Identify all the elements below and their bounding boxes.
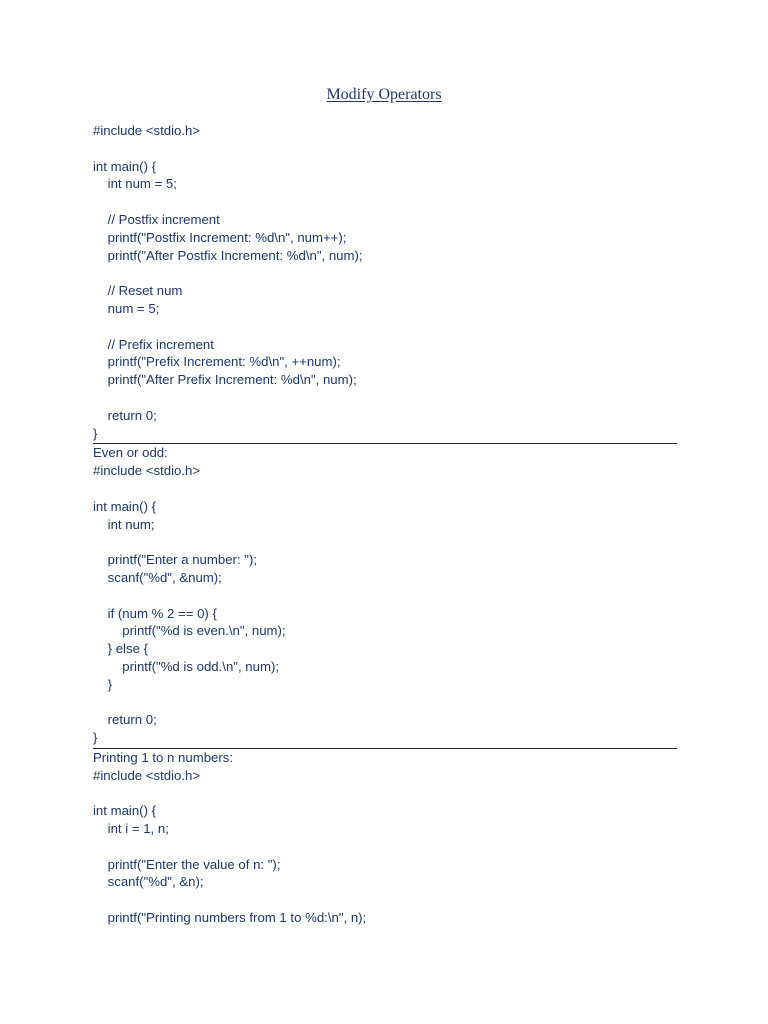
code-section-2	[93, 444, 677, 747]
text-line	[93, 784, 677, 802]
text-line	[93, 264, 677, 282]
page-title: Modify Operators	[326, 86, 442, 103]
text-line	[93, 318, 677, 336]
text-line: printf("Enter the value of n: ");	[93, 856, 281, 872]
text-line: num = 5;	[93, 300, 160, 316]
text-line	[93, 587, 677, 605]
text-line: printf("After Postfix Increment: %d\n", num);	[93, 247, 363, 263]
text-line: printf("%d is odd.\n", num);	[93, 658, 279, 674]
text-line: scanf("%d", &n);	[93, 874, 204, 890]
text-line	[93, 389, 677, 407]
text-line: return 0;	[93, 712, 157, 728]
code-section-3	[93, 749, 677, 927]
text-line: Printing 1 to n numbers:	[93, 749, 234, 765]
text-line: printf("%d is even.\n", num);	[93, 623, 286, 639]
text-line: }	[93, 425, 98, 441]
text-line: // Postfix increment	[93, 211, 220, 227]
text-line: scanf("%d", &num);	[93, 569, 222, 585]
text-line: int main() {	[93, 498, 157, 514]
text-line: Even or odd:	[93, 445, 168, 461]
text-line: // Prefix increment	[93, 336, 214, 352]
code-section-1	[93, 122, 677, 442]
text-line: #include <stdio.h>	[93, 767, 201, 783]
text-line: int num = 5;	[93, 176, 177, 192]
text-line: printf("Prefix Increment: %d\n", ++num);	[93, 354, 341, 370]
text-line: #include <stdio.h>	[93, 463, 201, 479]
text-line	[93, 533, 677, 551]
text-line: int num;	[93, 516, 155, 532]
text-line: printf("Enter a number: ");	[93, 552, 258, 568]
text-line: int main() {	[93, 803, 157, 819]
text-line: printf("Printing numbers from 1 to %d:\n", n);	[93, 910, 367, 926]
text-line: }	[93, 676, 113, 692]
text-line	[93, 480, 677, 498]
text-line: int main() {	[93, 158, 157, 174]
text-line: printf("After Prefix Increment: %d\n", num);	[93, 372, 357, 388]
text-line: }	[93, 730, 98, 746]
text-line: // Reset num	[93, 283, 183, 299]
text-line: if (num % 2 == 0) {	[93, 605, 217, 621]
text-line: int i = 1, n;	[93, 821, 169, 837]
text-line	[93, 694, 677, 712]
text-line: printf("Postfix Increment: %d\n", num++);	[93, 229, 347, 245]
text-line	[93, 891, 677, 909]
text-line	[93, 838, 677, 856]
text-line	[93, 140, 677, 158]
text-line: return 0;	[93, 407, 157, 423]
text-line	[93, 193, 677, 211]
document-body	[93, 122, 677, 927]
text-line: #include <stdio.h>	[93, 123, 201, 138]
text-line: } else {	[93, 641, 148, 657]
